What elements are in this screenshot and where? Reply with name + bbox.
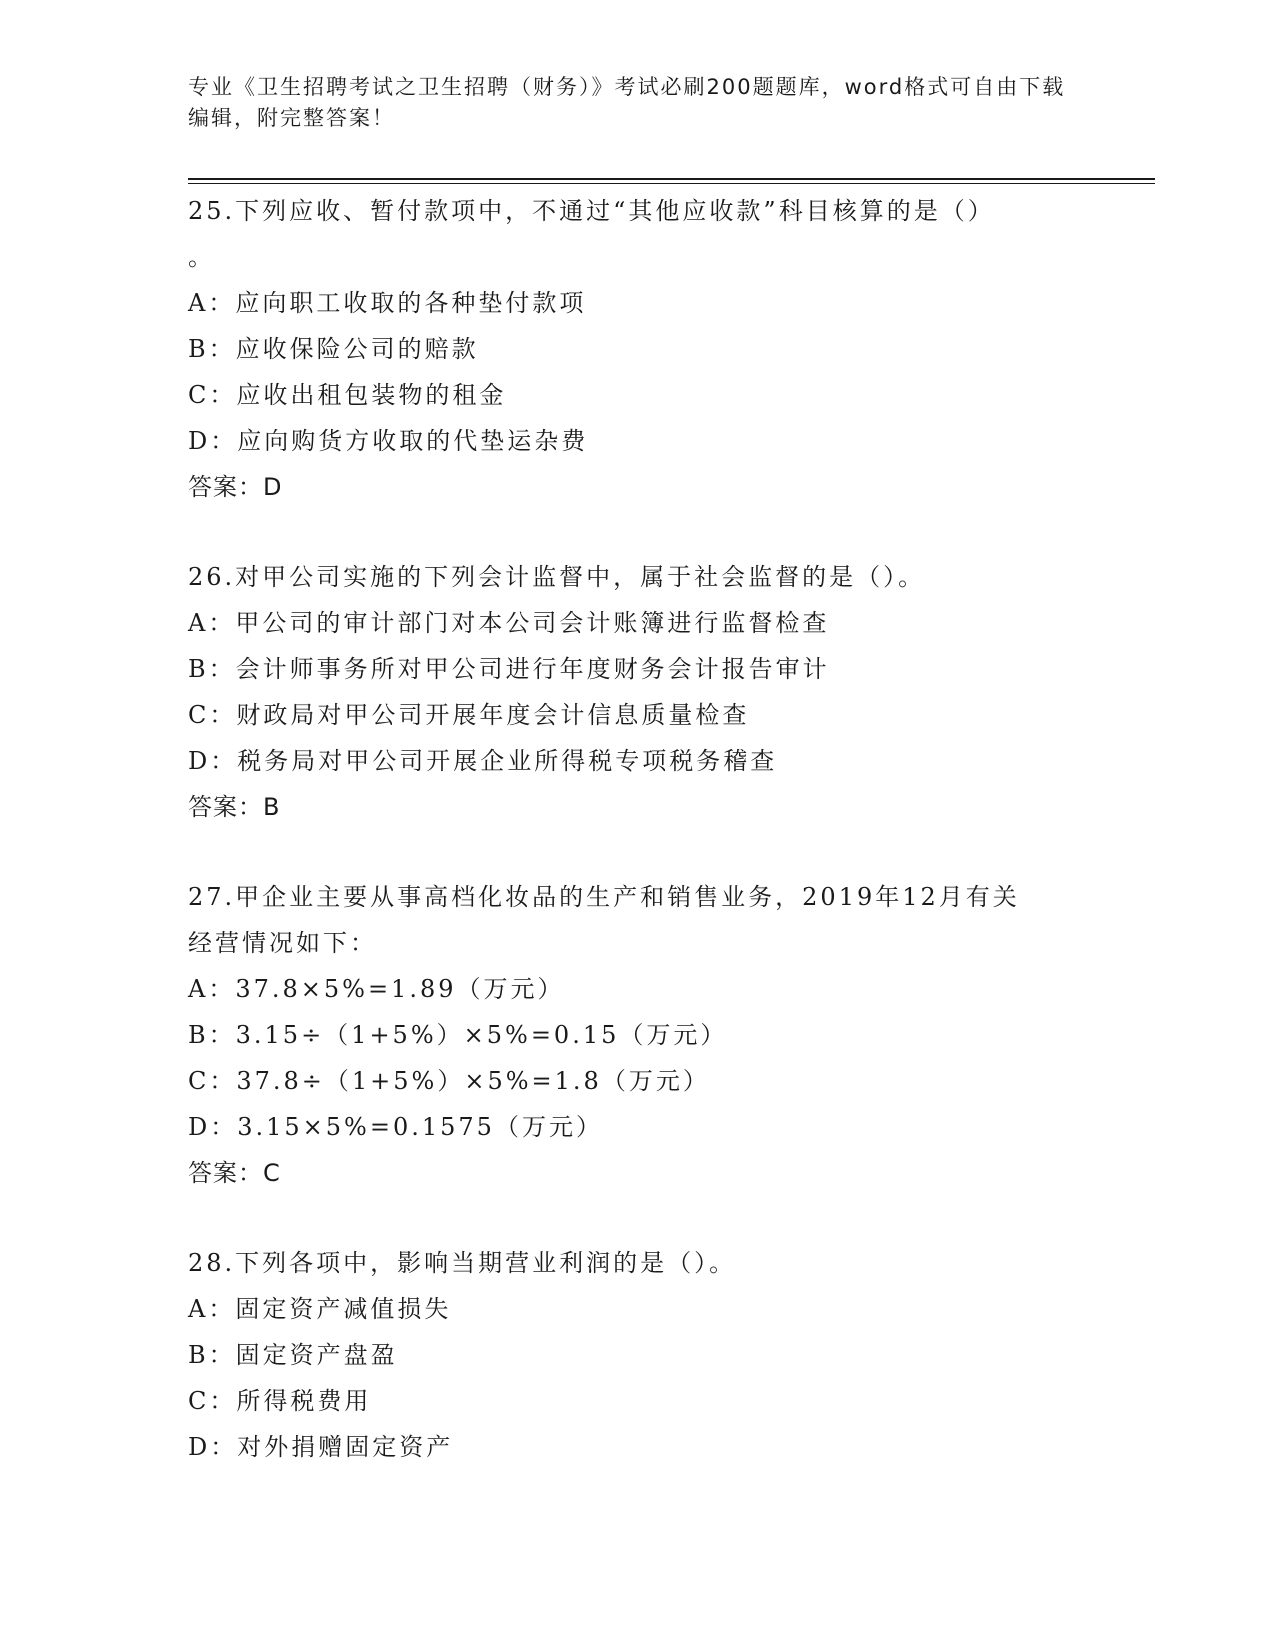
option-b: B：3.15÷（1+5%）×5%=0.15（万元） [188,1021,728,1049]
option-c: C：所得税费用 [188,1387,372,1415]
header-divider-thick [188,178,1155,180]
option-a: A：固定资产减值损失 [188,1295,452,1323]
option-c: C：37.8÷（1+5%）×5%=1.8（万元） [188,1067,710,1095]
option-d: D：应向购货方收取的代垫运杂费 [188,427,589,455]
option-b: B：固定资产盘盈 [188,1341,398,1369]
option-d: D：税务局对甲公司开展企业所得税专项税务稽查 [188,747,778,775]
spacer [188,830,1088,874]
option-a: A：37.8×5%=1.89（万元） [188,975,565,1003]
option-b: B：会计师事务所对甲公司进行年度财务会计报告审计 [188,655,830,683]
question-stem: 25.下列应收、暂付款项中，不通过“其他应收款”科目核算的是（） [188,197,995,225]
answer-line: 答案：D [188,473,283,501]
question-stem-continued: 经营情况如下： [188,929,377,957]
spacer [188,510,1088,554]
option-d: D：3.15×5%=0.1575（万元） [188,1113,603,1141]
question-25 [188,188,1088,510]
answer-line: 答案：B [188,793,281,821]
header-divider-thin [188,183,1155,184]
option-d: D：对外捐赠固定资产 [188,1433,454,1461]
question-list [188,188,1088,1470]
question-stem: 26.对甲公司实施的下列会计监督中，属于社会监督的是（）。 [188,563,926,591]
question-26 [188,554,1088,830]
document-intro: 专业《卫生招聘考试之卫生招聘（财务）》考试必刷200题题库，word格式可自由下载编辑，附完整答案！ [188,75,1066,130]
option-b: B：应收保险公司的赔款 [188,335,479,363]
option-a: A：甲公司的审计部门对本公司会计账簿进行监督检查 [188,609,830,637]
question-27 [188,874,1088,1196]
question-stem-continued: 。 [188,243,215,271]
option-a: A：应向职工收取的各种垫付款项 [188,289,587,317]
spacer [188,1196,1088,1240]
answer-line: 答案：C [188,1159,281,1187]
option-c: C：财政局对甲公司开展年度会计信息质量检查 [188,701,750,729]
question-stem: 28.下列各项中，影响当期营业利润的是（）。 [188,1249,737,1277]
option-c: C：应收出租包装物的租金 [188,381,507,409]
question-stem: 27.甲企业主要从事高档化妆品的生产和销售业务，2019年12月有关 [188,883,1020,911]
question-28 [188,1240,1088,1470]
